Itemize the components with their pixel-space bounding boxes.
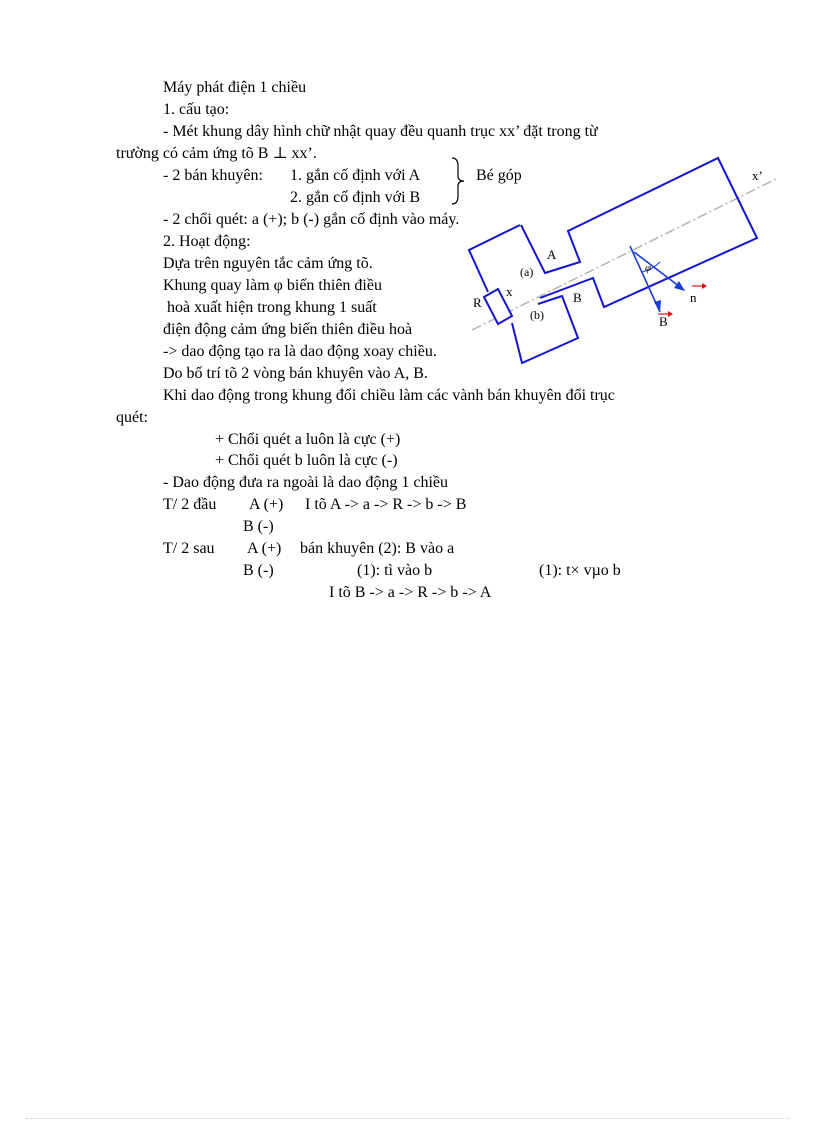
- t-second-ring2: bán khuyên (2): B vào a: [300, 540, 455, 557]
- op-line-6: Do bố trí tõ 2 vòng bán khuyên vào A, B.: [163, 365, 428, 382]
- t-second-path: I tõ B -> a -> R -> b -> A: [329, 584, 492, 601]
- generator-diagram: [462, 150, 792, 370]
- doc-title: Máy phát điện 1 chiều: [163, 79, 307, 96]
- op-line-7: Khi dao động trong khung đổi chiều làm các vành bán khuyên đổi trục: [163, 387, 615, 404]
- label-R: R: [473, 295, 482, 310]
- dc-output: - Dao động đưa ra ngoài là dao động 1 chiều: [163, 474, 449, 491]
- t-second-a: A (+): [247, 540, 282, 557]
- collector-label: Bé góp: [476, 167, 522, 184]
- half-rings-label: - 2 bán khuyên:: [163, 167, 263, 184]
- half-ring-1: 1. gắn cố định với A: [290, 167, 421, 184]
- para-coil-cont: trường có cảm ứng tõ B ⊥ xx’.: [116, 145, 317, 162]
- t-first-b: B (-): [243, 518, 274, 535]
- label-A: A: [547, 247, 557, 262]
- b-vector-mark-head: [668, 311, 673, 317]
- section-structure: 1. cấu tạo:: [163, 101, 230, 118]
- n-vector-mark-head: [702, 283, 707, 289]
- op-line-3: hoà xuất hiện trong khung 1 suất: [167, 299, 377, 316]
- rotation-axis: [472, 178, 778, 330]
- t-second-ring1-alt: (1): t× vµo b: [539, 562, 621, 579]
- t-first-a: A (+): [249, 496, 284, 513]
- op-line-2: Khung quay làm φ biến thiên điều: [163, 277, 382, 294]
- footer-rule: [26, 1118, 790, 1119]
- half-ring-2: 2. gắn cố định với B: [290, 189, 421, 206]
- brush-a-rule: + Chổi quét a luôn là cực (+): [215, 431, 401, 448]
- t-first-label: T/ 2 đầu: [163, 496, 217, 513]
- op-line-4: điện động cảm ứng biến thiên điều hoà: [163, 321, 413, 338]
- section-operation: 2. Hoạt động:: [163, 233, 251, 250]
- label-a: (a): [520, 265, 534, 279]
- t-second-b: B (-): [243, 562, 274, 579]
- t-second-ring1: (1): tì vào b: [357, 562, 433, 579]
- label-n: n: [690, 290, 697, 305]
- op-line-5: -> dao động tạo ra là dao động xoay chiều.: [163, 343, 437, 360]
- brushes-line: - 2 chổi quét: a (+); b (-) gắn cố định vào máy.: [163, 211, 460, 228]
- t-second-label: T/ 2 sau: [163, 540, 215, 557]
- op-line-1: Dựa trên nguyên tắc cảm ứng tõ.: [163, 255, 373, 272]
- brush-b-rule: + Chổi quét b luôn là cực (-): [215, 452, 398, 469]
- label-b: (b): [530, 308, 544, 322]
- normal-vector-head: [674, 281, 685, 291]
- coil-frame-right: [521, 158, 757, 307]
- field-vector-head: [654, 300, 661, 312]
- op-line-7-cont: quét:: [116, 409, 148, 426]
- coil-frame-upper: [469, 225, 520, 292]
- t-first-path: I tõ A -> a -> R -> b -> B: [305, 496, 467, 513]
- label-phi: φ: [645, 262, 652, 274]
- label-b-vector: B: [659, 314, 668, 329]
- label-x-prime: x’: [752, 168, 763, 183]
- para-coil: - Mét khung dây hình chữ nhật quay đều quanh trục xx’ đặt trong từ: [163, 123, 598, 140]
- label-x: x: [506, 284, 513, 299]
- label-B: B: [573, 290, 582, 305]
